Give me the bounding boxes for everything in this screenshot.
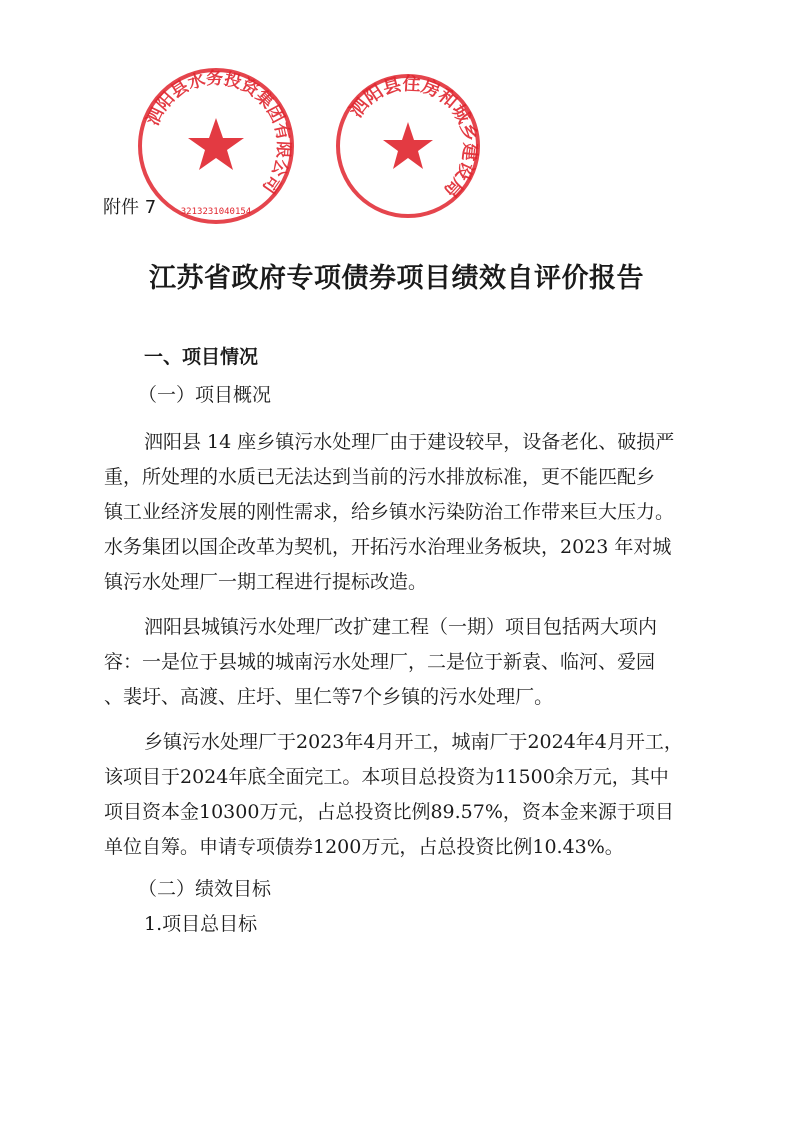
- seal-star-icon: [383, 122, 433, 169]
- list-item: 1.项目总目标: [144, 913, 258, 935]
- paragraph-line: 、裴圩、高渡、庄圩、里仁等7个乡镇的污水处理厂。: [104, 686, 554, 708]
- attachment-label: 附件 7: [103, 197, 157, 218]
- subsection-heading: （一）项目概况: [138, 384, 272, 406]
- paragraph-line: 镇污水处理厂一期工程进行提标改造。: [104, 571, 428, 593]
- seal-star-icon: [188, 118, 244, 170]
- section-heading: 一、项目情况: [144, 346, 259, 368]
- page-title: 江苏省政府专项债券项目绩效自评价报告: [149, 263, 644, 294]
- paragraph-line: 泗阳县城镇污水处理厂改扩建工程（一期）项目包括两大项内: [144, 616, 658, 638]
- subsection-heading: （二）绩效目标: [138, 878, 272, 900]
- seal-ring-text: 泗阳县住房和城乡建设局: [345, 73, 481, 202]
- seal-ring-text: 泗阳县水务投资集团有限公司: [142, 68, 294, 197]
- company-seal: [136, 66, 296, 226]
- bureau-seal: [334, 72, 482, 220]
- paragraph-line: 水务集团以国企改革为契机，开拓污水治理业务板块，2023 年对城: [104, 536, 672, 558]
- paragraph-line: 该项目于2024年底全面完工。本项目总投资为11500余万元，其中: [104, 766, 669, 788]
- paragraph-line: 项目资本金10300万元，占总投资比例89.57%，资本金来源于项目: [104, 801, 674, 823]
- paragraph-line: 乡镇污水处理厂于2023年4月开工，城南厂于2024年4月开工，: [144, 731, 683, 753]
- paragraph-line: 泗阳县 14 座乡镇污水处理厂由于建设较早，设备老化、破损严: [144, 431, 675, 453]
- paragraph-line: 容：一是位于县城的城南污水处理厂，二是位于新袁、临河、爱园: [104, 651, 656, 673]
- paragraph-line: 单位自筹。申请专项债券1200万元，占总投资比例10.43%。: [104, 836, 624, 858]
- paragraph-line: 重，所处理的水质已无法达到当前的污水排放标准，更不能匹配乡: [104, 466, 656, 488]
- seal-code: 3213231040154: [180, 207, 252, 217]
- paragraph-line: 镇工业经济发展的刚性需求，给乡镇水污染防治工作带来巨大压力。: [104, 501, 675, 523]
